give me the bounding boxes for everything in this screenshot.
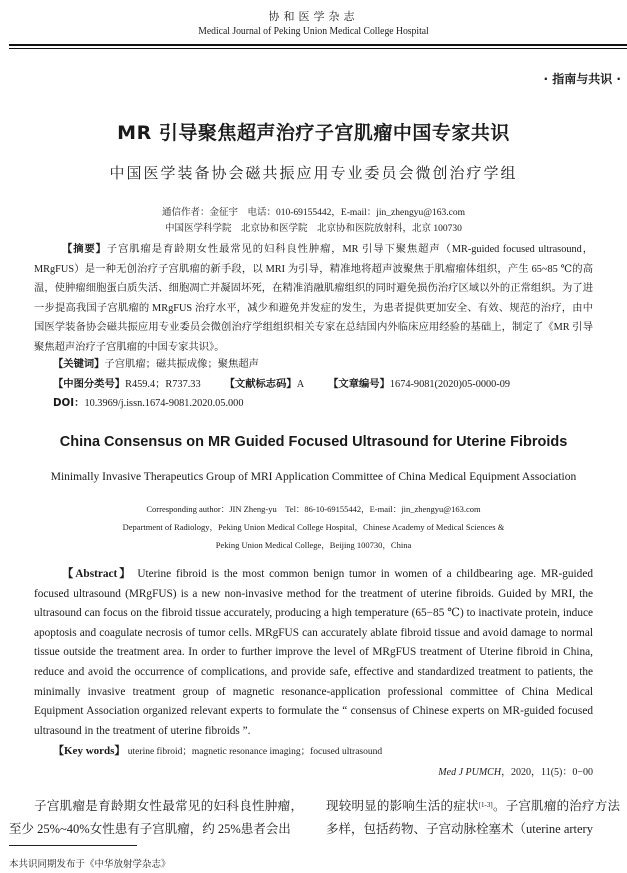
doi-line (53, 394, 243, 409)
section-tag: · 指南与共识 · (543, 72, 621, 86)
abstract-cn (34, 240, 593, 357)
abstract-text-en: Uterine fibroid is the most common benign tumor in women of a childbearing age. MR-guided focused ultrasound (MRgFUS) is a new non-invasive method for the treatment of uterine fibroids. Guided by MRI, the ultrasound can focus on the fibroid tissue accurately, producing a high temperature (65−85 ℃) to inactivate protein, induce apoptosis and coagulate necrosis of tumor cells. MRgFUS can accurately ablate fibroid tissue and avoid damage to normal tissue outside the treatment area. In order to further improve the level of MRgFUS treatment of Uterine fibroid in China, reduce and avoid the occurrence of complications, and provide safe, effective and standardized treatment to patients, the minimally invasive treatment group of magnetic resonance-application professional committee of China Medical Equipment Association organized relevant experts to formulate the “ consensus of Chinese experts on MR-guided focused ultrasound in the treatment of uterine fibroids ”. (34, 568, 593, 737)
keywords-text-cn: 子宫肌瘤；磁共振成像；聚焦超声 (104, 359, 259, 370)
clc-value: R459.4；R737.33 (125, 379, 201, 390)
corresponding-author-cn: 通信作者：金征宇 电话：010-69155442，E-mail：jin_zhengyu@163.com (162, 208, 465, 218)
footnote: 本共识同期发布于《中华放射学杂志》 (9, 859, 171, 870)
journal-name-cn: 协和医学杂志 (268, 11, 359, 23)
keywords-label-en: 【Key words】 (53, 745, 126, 757)
affiliation-cn: 中国医学科学院 北京协和医学院 北京协和医院放射科，北京 100730 (165, 224, 462, 234)
header-rule-thick (9, 44, 627, 46)
abstract-en (34, 565, 593, 741)
header-rule-thin (9, 48, 627, 49)
doi-label: DOI： (53, 397, 85, 409)
citation (438, 763, 593, 778)
clc-label: 【中图分类号】 (53, 378, 126, 390)
body-right-text-1: 现较明显的影响生活的症状 (326, 799, 479, 813)
article-no-label: 【文章编号】 (328, 378, 390, 390)
corresponding-author-en: Corresponding author：JIN Zheng-yu Tel：86-10-69155442，E-mail：jin_zhengyu@163.com (146, 504, 481, 514)
author-group-en: Minimally Invasive Therapeutics Group of MRI Application Committee of China Medical Equipment Association (50, 471, 577, 483)
body-column-right (326, 795, 620, 841)
abstract-text-cn: 子宫肌瘤是育龄期女性最常见的妇科良性肿瘤，MR 引导下聚焦超声（MR-guided focused ultrasound，MRgFUS）是一种无创治疗子宫肌瘤的新手段，以 MRI 为引导，精准地将超声波聚焦于肌瘤瘤体组织，产生 65~85 ℃的高温，使肿瘤细胞蛋白质失活、细胞凋亡并凝固坏死，在精准消融肌瘤组织的同时避免损伤治疗区域以外的正常组织。为了进一步提高我国子宫肌瘤的 MRgFUS 治疗水平，减少和避免并发症的发生，为患者提供更加安全、有效、规范的治疗，由中国医学装备协会磁共振应用专业委员会微创治疗学组组织相关专家在总结国内外临床应用经验的基础上，制定了《MR 引导聚焦超声治疗子宫肌瘤的中国专家共识》。 (34, 244, 594, 353)
reference-link[interactable]: [1-3] (478, 801, 493, 809)
footnote-rule (9, 845, 137, 846)
journal-name-en: Medical Journal of Peking Union Medical College Hospital (198, 26, 429, 37)
affiliation-en-line1: Department of Radiology，Peking Union Medical College Hospital，Chinese Academy of Medical Sciences & (122, 522, 505, 532)
article-no-value: 1674-9081(2020)05-0000-09 (389, 379, 511, 390)
keywords-text-en: uterine fibroid；magnetic resonance imaging；focused ultrasound (127, 747, 383, 757)
author-group-cn: 中国医学装备协会磁共振应用专业委员会微创治疗学组 (109, 166, 518, 182)
doc-code-label: 【文献标志码】 (224, 378, 297, 390)
abstract-label-en: 【Abstract】 (62, 568, 133, 580)
citation-journal: Med J PUMCH (438, 767, 502, 778)
article-title-cn: MR 引导聚焦超声治疗子宫肌瘤中国专家共识 (117, 122, 510, 144)
body-column-left: 子宫肌瘤是育龄期女性最常见的妇科良性肿瘤，至少 25%~40%女性患有子宫肌瘤，约 25%患者会出 (9, 799, 303, 836)
keywords-en (53, 742, 382, 758)
keywords-cn (53, 355, 259, 370)
doc-code-value: A (296, 379, 305, 390)
keywords-label-cn: 【关键词】 (53, 358, 105, 370)
classification-line (53, 375, 510, 390)
abstract-label-cn: 【摘要】 (62, 243, 107, 255)
doi-value[interactable]: 10.3969/j.issn.1674-9081.2020.05.000 (84, 398, 244, 409)
affiliation-en-line2: Peking Union Medical College，Beijing 100730，China (215, 540, 412, 550)
citation-detail: ，2020，11(5)：0−00 (501, 767, 593, 778)
body-right-text-2: 。子宫肌瘤的治疗方法多样，包括药物、子宫动脉栓塞术（uterine artery (326, 799, 620, 836)
article-title-en: China Consensus on MR Guided Focused Ultrasound for Uterine Fibroids (59, 434, 568, 450)
